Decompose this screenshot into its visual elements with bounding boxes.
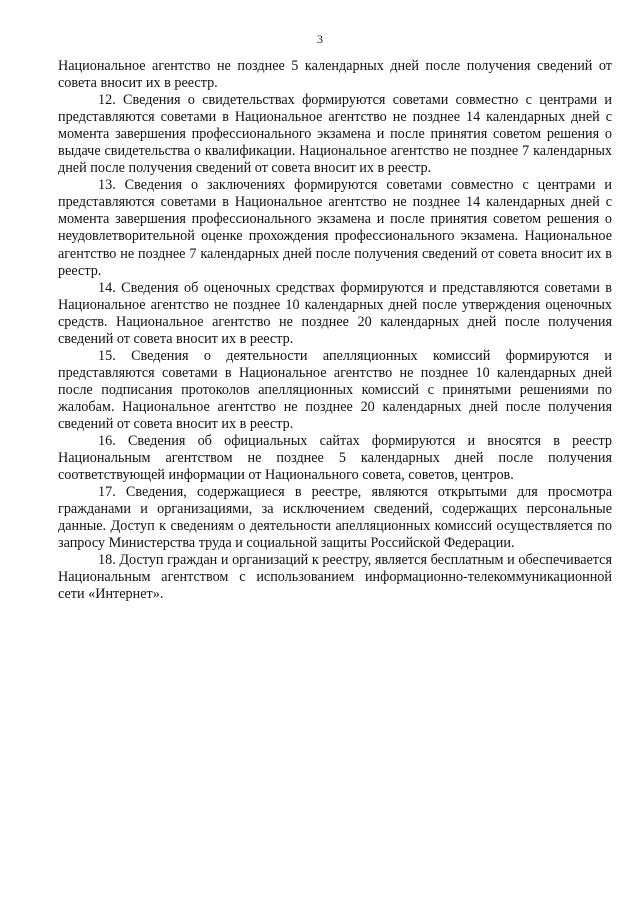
paragraph-15: 15. Сведения о деятельности апелляционных комиссий формируются и представляются советами в Национальное агентство не позднее 10 календарных дней после подписания протоколов апелляционных комиссий с принятыми решениями по жалобам. Национальное агентство не позднее 20 календарных дней после получения сведений от совета вносит их в реестр. <box>58 347 612 432</box>
paragraph-17: 17. Сведения, содержащиеся в реестре, являются открытыми для просмотра гражданами и организациями, за исключением сведений, содержащих персональные данные. Доступ к сведениям о деятельности апелляционных комиссий осуществляется по запросу Министерства труда и социальной защиты Российской Федерации. <box>58 484 612 552</box>
paragraph-13: 13. Сведения о заключениях формируются советами совместно с центрами и представляются советами в Национальное агентство не позднее 14 календарных дней с момента завершения профессионального экзамена и после принятия советом решения о неудовлетворительной оценке прохождения профессионального экзамена. Национальное агентство не позднее 7 календарных дней после получения сведений от совета вносит их в реестр. <box>58 177 612 279</box>
paragraph-continuation: Национальное агентство не позднее 5 календарных дней после получения сведений от совета вносит их в реестр. <box>58 58 612 92</box>
paragraph-18: 18. Доступ граждан и организаций к реестру, является бесплатным и обеспечивается Национальным агентством с использованием информационно-телекоммуникационной сети «Интернет». <box>58 552 612 603</box>
page-number: 3 <box>317 32 323 46</box>
document-body <box>58 58 612 604</box>
paragraph-16: 16. Сведения об официальных сайтах формируются и вносятся в реестр Национальным агентством не позднее 5 календарных дней после получения соответствующей информации от Национального совета, советов, центров. <box>58 433 612 484</box>
paragraph-14: 14. Сведения об оценочных средствах формируются и представляются советами в Национальное агентство не позднее 10 календарных дней после утверждения оценочных средств. Национальное агентство не позднее 20 календарных дней после получения сведений от совета вносит их в реестр. <box>58 279 612 347</box>
paragraph-12: 12. Сведения о свидетельствах формируются советами совместно с центрами и представляются советами в Национальное агентство не позднее 14 календарных дней с момента завершения профессионального экзамена и после принятия советом решения о выдаче свидетельства о квалификации. Национальное агентство не позднее 7 календарных дней после получения сведений от совета вносит их в реестр. <box>58 92 612 177</box>
